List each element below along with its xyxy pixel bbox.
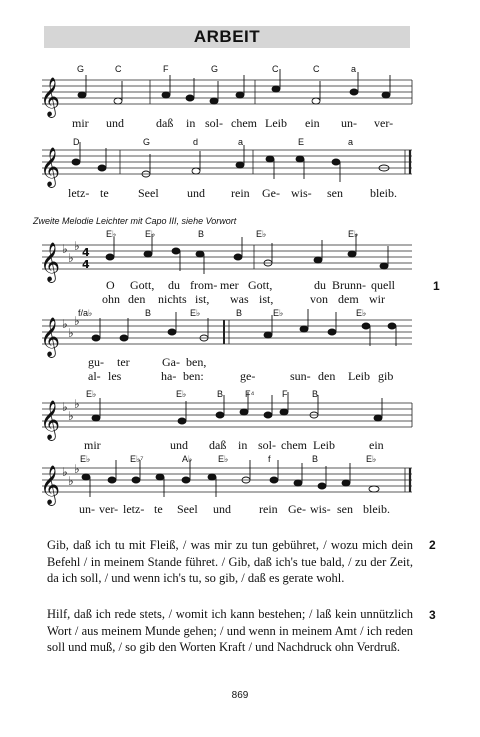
- svg-text:♭: ♭: [68, 251, 74, 265]
- lyric: O: [106, 278, 115, 292]
- verse-number: 1: [433, 279, 440, 293]
- lyric: gib: [378, 369, 394, 383]
- chord: F: [282, 389, 288, 399]
- svg-text:4: 4: [82, 258, 90, 271]
- chord: E♭: [366, 454, 377, 464]
- lyric: chem: [231, 116, 257, 130]
- lyric: und: [213, 502, 231, 516]
- svg-text:𝄞: 𝄞: [40, 77, 61, 117]
- chord: E♭: [86, 389, 97, 399]
- lyric: in: [186, 116, 196, 130]
- svg-text:𝄞: 𝄞: [40, 465, 61, 505]
- lyric: daß: [209, 438, 227, 452]
- svg-text:4: 4: [82, 246, 90, 259]
- lyric: Leib: [348, 369, 370, 383]
- chord: E♭: [356, 308, 367, 318]
- chord: A♭: [182, 454, 193, 464]
- lyric: ter: [117, 355, 130, 369]
- lyric: Ge-: [262, 186, 280, 200]
- chord: a: [238, 137, 244, 147]
- lyric: mir: [84, 438, 101, 452]
- staff-6: [42, 468, 412, 492]
- lyric: ohn: [102, 292, 120, 306]
- lyric: sun-: [290, 369, 311, 383]
- lyric: wis-: [310, 502, 331, 516]
- verse-number: 2: [429, 538, 436, 552]
- lyric: ver-: [99, 502, 119, 516]
- lyric: al-: [88, 369, 101, 383]
- lyric: ben,: [186, 355, 207, 369]
- lyric: was: [230, 292, 249, 306]
- verse-2-text: Gib, daß ich tu mit Fleiß, / was mir zu tun gebühret, / wozu mich dein Befehl / in meinem Stande führet. / Gib, daß ich's tue bald, / zu der Zeit, da ich soll, / und wenn ich's tu, so gib, / daß es gerate wohl.: [47, 538, 413, 585]
- melody-note: Zweite Melodie Leichter mit Capo III, siehe Vorwort: [33, 216, 237, 226]
- lyric: te: [100, 186, 109, 200]
- chord: C: [115, 64, 122, 74]
- staff-3: [42, 245, 412, 269]
- svg-text:𝄞: 𝄞: [40, 400, 61, 440]
- lyric: daß: [156, 116, 174, 130]
- chord: G: [77, 64, 85, 74]
- lyric: rein: [259, 502, 278, 516]
- chord: B: [198, 229, 205, 239]
- svg-text:𝄞: 𝄞: [40, 317, 61, 357]
- chord: F⁴: [245, 389, 255, 399]
- lyric: dem: [338, 292, 359, 306]
- chord: B: [312, 454, 319, 464]
- lyric: und: [106, 116, 124, 130]
- svg-text:𝄞: 𝄞: [40, 147, 61, 187]
- chord: C: [272, 64, 279, 74]
- chord: D: [73, 137, 80, 147]
- staff-2: [42, 150, 412, 174]
- lyric: letz-: [123, 502, 145, 516]
- lyric: un-: [341, 116, 357, 130]
- lyric: les: [108, 369, 122, 383]
- lyric: Leib: [265, 116, 287, 130]
- chord: E♭: [80, 454, 91, 464]
- lyric: un-: [79, 502, 95, 516]
- lyric: Gott,: [130, 278, 155, 292]
- lyric: letz-: [68, 186, 90, 200]
- chord: d: [193, 137, 199, 147]
- svg-text:♭: ♭: [68, 409, 74, 423]
- lyric: sol-: [258, 438, 276, 452]
- lyric: wis-: [291, 186, 312, 200]
- lyric: ha-: [161, 369, 177, 383]
- verse-3-text: Hilf, daß ich rede stets, / womit ich kann bestehen; / laß kein unnützlich Wort / aus meinem Munde gehen; / und wenn in meinem Amt / ich reden soll und muß, / so gib den Worten Kraft / und Nachdruck ohn Verdruß.: [47, 607, 413, 654]
- svg-text:♭: ♭: [74, 314, 80, 328]
- lyric: te: [154, 502, 163, 516]
- chord: G: [211, 64, 219, 74]
- chord: B: [217, 389, 224, 399]
- chord: B: [145, 308, 152, 318]
- lyric: Leib: [313, 438, 335, 452]
- chord: E♭: [145, 229, 156, 239]
- chord: E♭: [256, 229, 267, 239]
- chord: B: [236, 308, 243, 318]
- lyric: wir: [369, 292, 385, 306]
- lyric: bleib.: [370, 186, 397, 200]
- lyric: ge-: [240, 369, 256, 383]
- lyric: ist,: [195, 292, 210, 306]
- lyric: sol-: [205, 116, 223, 130]
- lyric: Ga-: [162, 355, 180, 369]
- lyric: nichts: [158, 292, 187, 306]
- lyric: sen: [337, 502, 353, 516]
- chord: E♭: [176, 389, 187, 399]
- chord: E♭: [348, 229, 359, 239]
- chord: a: [348, 137, 354, 147]
- lyric: und: [170, 438, 188, 452]
- lyric: ver-: [374, 116, 394, 130]
- lyric: rein: [231, 186, 250, 200]
- chord: f: [268, 454, 271, 464]
- chord: f/a♭: [78, 308, 93, 318]
- svg-text:♭: ♭: [62, 317, 68, 331]
- lyric: chem: [281, 438, 307, 452]
- lyric: du: [168, 278, 180, 292]
- svg-text:♭: ♭: [68, 326, 74, 340]
- chord: E♭⁷: [130, 454, 144, 464]
- chapter-title: ARBEIT: [193, 27, 261, 46]
- chord: E♭: [106, 229, 117, 239]
- lyric: den: [318, 369, 336, 383]
- lyric: quell: [371, 278, 395, 292]
- svg-text:♭: ♭: [62, 465, 68, 479]
- lyric: von: [310, 292, 328, 306]
- svg-text:♭: ♭: [74, 397, 80, 411]
- chord: G: [143, 137, 151, 147]
- lyric: Ge-: [288, 502, 306, 516]
- svg-text:♭: ♭: [62, 400, 68, 414]
- chord: E♭: [218, 454, 229, 464]
- lyric: du: [314, 278, 326, 292]
- verse-number: 3: [429, 608, 436, 622]
- svg-text:♭: ♭: [74, 239, 80, 253]
- lyric: Brunn-: [332, 278, 366, 292]
- lyric: bleib.: [363, 502, 390, 516]
- chord: E♭: [190, 308, 201, 318]
- chord: F: [163, 64, 169, 74]
- chord: E: [298, 137, 305, 147]
- lyric: den: [128, 292, 146, 306]
- lyric: sen: [327, 186, 343, 200]
- svg-text:♭: ♭: [68, 474, 74, 488]
- chord: B: [312, 389, 319, 399]
- lyric: ist,: [259, 292, 274, 306]
- lyric: Gott,: [248, 278, 273, 292]
- page-number: 869: [231, 690, 249, 701]
- chord: C: [313, 64, 320, 74]
- svg-text:♭: ♭: [74, 462, 80, 476]
- lyric: gu-: [88, 355, 104, 369]
- lyric: Seel: [138, 186, 159, 200]
- lyric: ein: [305, 116, 320, 130]
- lyric: ein: [369, 438, 384, 452]
- chord: E♭: [273, 308, 284, 318]
- lyric: in: [238, 438, 248, 452]
- chord: a: [351, 64, 357, 74]
- lyric: from-: [190, 278, 218, 292]
- svg-text:♭: ♭: [62, 242, 68, 256]
- lyric: mer: [220, 278, 239, 292]
- lyric: mir: [72, 116, 89, 130]
- lyric: ben:: [183, 369, 204, 383]
- svg-text:𝄞: 𝄞: [40, 242, 61, 282]
- lyric: und: [187, 186, 205, 200]
- lyric: Seel: [177, 502, 198, 516]
